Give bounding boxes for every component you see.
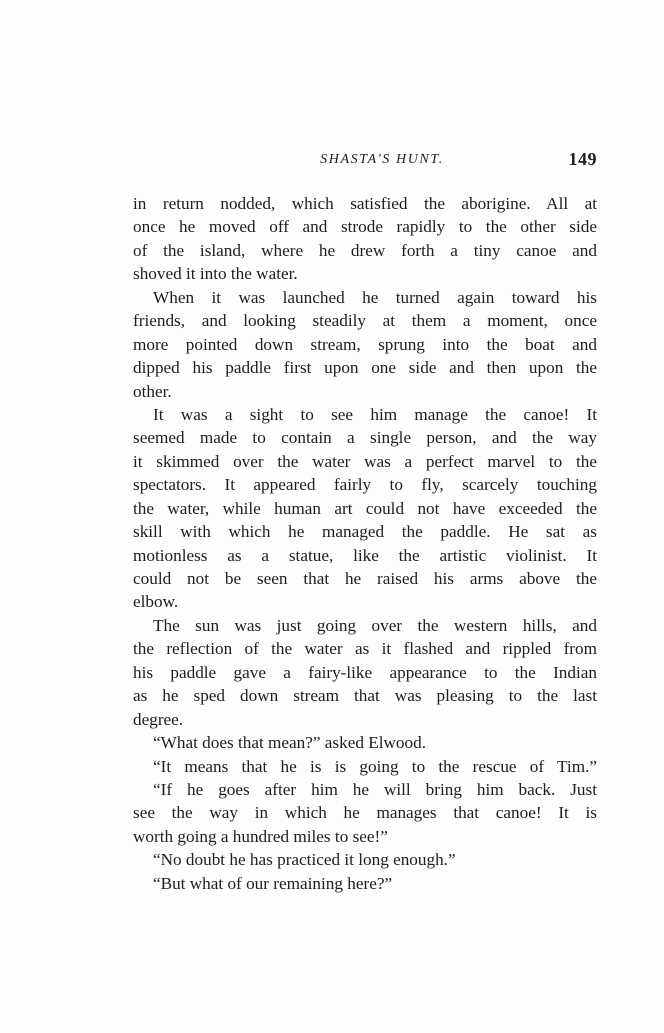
- text-line: shoved it into the water.: [133, 264, 298, 284]
- text-line: it skimmed over the water was a perfect marvel to the: [133, 451, 597, 471]
- text-line: degree.: [133, 709, 184, 729]
- body-text: [133, 192, 597, 895]
- text-line: seemed made to contain a single person, and the way: [133, 428, 597, 448]
- text-line: It was a sight to see him manage the canoe! It: [153, 404, 597, 424]
- running-head: [133, 149, 597, 176]
- text-line: “It means that he is is going to the rescue of Tim.”: [153, 756, 597, 776]
- text-line: could not be seen that he raised his arms above the: [133, 569, 597, 588]
- page-number: 149: [568, 149, 597, 169]
- text-line: the reflection of the water as it flashed and rippled from: [133, 639, 597, 659]
- running-title: SHASTA'S HUNT.: [320, 152, 444, 167]
- text-line: motionless as a statue, like the artistic violinist. It: [133, 545, 597, 565]
- text-line: his paddle gave a fairy-like appearance to the Indian: [133, 662, 597, 682]
- text-line: “But what of our remaining here?”: [153, 873, 393, 893]
- text-line: friends, and looking steadily at them a moment, once: [133, 311, 597, 331]
- text-line: in return nodded, which satisfied the aborigine. All at: [133, 194, 597, 213]
- text-line: When it was launched he turned again toward his: [153, 287, 597, 307]
- text-line: see the way in which he manages that canoe! It is: [133, 803, 597, 823]
- text-line: as he sped down stream that was pleasing to the last: [133, 686, 597, 706]
- text-line: The sun was just going over the western hills, and: [153, 615, 597, 635]
- text-line: spectators. It appeared fairly to fly, scarcely touching: [133, 475, 597, 495]
- text-line: “If he goes after him he will bring him back. Just: [153, 779, 597, 799]
- text-line: more pointed down stream, sprung into the boat and: [133, 334, 597, 354]
- text-line: skill with which he managed the paddle. He sat as: [133, 522, 597, 542]
- text-line: other.: [133, 381, 172, 401]
- text-line: of the island, where he drew forth a tiny canoe and: [133, 240, 597, 260]
- text-line: once he moved off and strode rapidly to the other side: [133, 217, 597, 237]
- text-line: worth going a hundred miles to see!”: [133, 826, 388, 846]
- text-line: dipped his paddle first upon one side and then upon the: [133, 358, 597, 378]
- text-line: elbow.: [133, 592, 179, 612]
- text-line: “No doubt he has practiced it long enough.”: [153, 850, 456, 870]
- text-line: “What does that mean?” asked Elwood.: [153, 733, 426, 753]
- text-line: the water, while human art could not have exceeded the: [133, 498, 597, 518]
